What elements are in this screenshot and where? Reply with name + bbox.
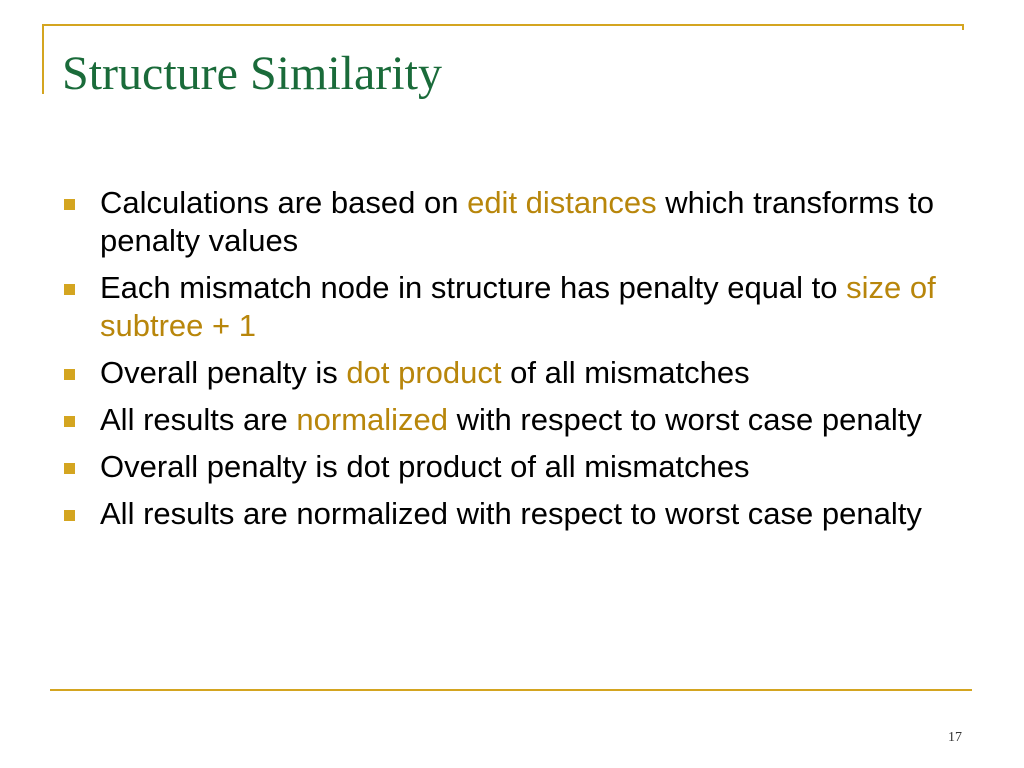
frame-top-border (42, 24, 964, 26)
bullet-item (62, 184, 962, 260)
square-bullet-icon (64, 284, 75, 295)
bullet-text: Overall penalty is (100, 355, 347, 390)
square-bullet-icon (64, 416, 75, 427)
page-number: 17 (948, 730, 962, 745)
bullet-list (62, 184, 962, 542)
bullet-highlight: dot product (346, 355, 502, 390)
square-bullet-icon (64, 199, 75, 210)
bullet-text: All results are (100, 402, 297, 437)
bullet-text: Overall penalty is dot product of all mismatches (100, 449, 750, 484)
bullet-text: Each mismatch node in structure has penalty equal to (100, 270, 847, 305)
frame-right-tick (962, 24, 964, 30)
bullet-text: which transforms to penalty values (100, 185, 935, 258)
bullet-text: All results are normalized with respect to worst case penalty (100, 496, 922, 531)
bullet-item (62, 448, 962, 486)
slide-title: Structure Similarity (62, 47, 442, 100)
footer-divider (50, 689, 972, 691)
bullet-item (62, 354, 962, 392)
bullet-text: with respect to worst case penalty (448, 402, 922, 437)
bullet-item (62, 495, 962, 533)
bullet-item (62, 269, 962, 345)
square-bullet-icon (64, 369, 75, 380)
bullet-text: of all mismatches (501, 355, 750, 390)
square-bullet-icon (64, 510, 75, 521)
bullet-highlight: normalized (296, 402, 449, 437)
bullet-highlight: edit distances (467, 185, 657, 220)
bullet-highlight: size of subtree + 1 (100, 270, 936, 343)
square-bullet-icon (64, 463, 75, 474)
bullet-text: Calculations are based on (100, 185, 468, 220)
frame-left-border (42, 24, 44, 94)
bullet-item (62, 401, 962, 439)
